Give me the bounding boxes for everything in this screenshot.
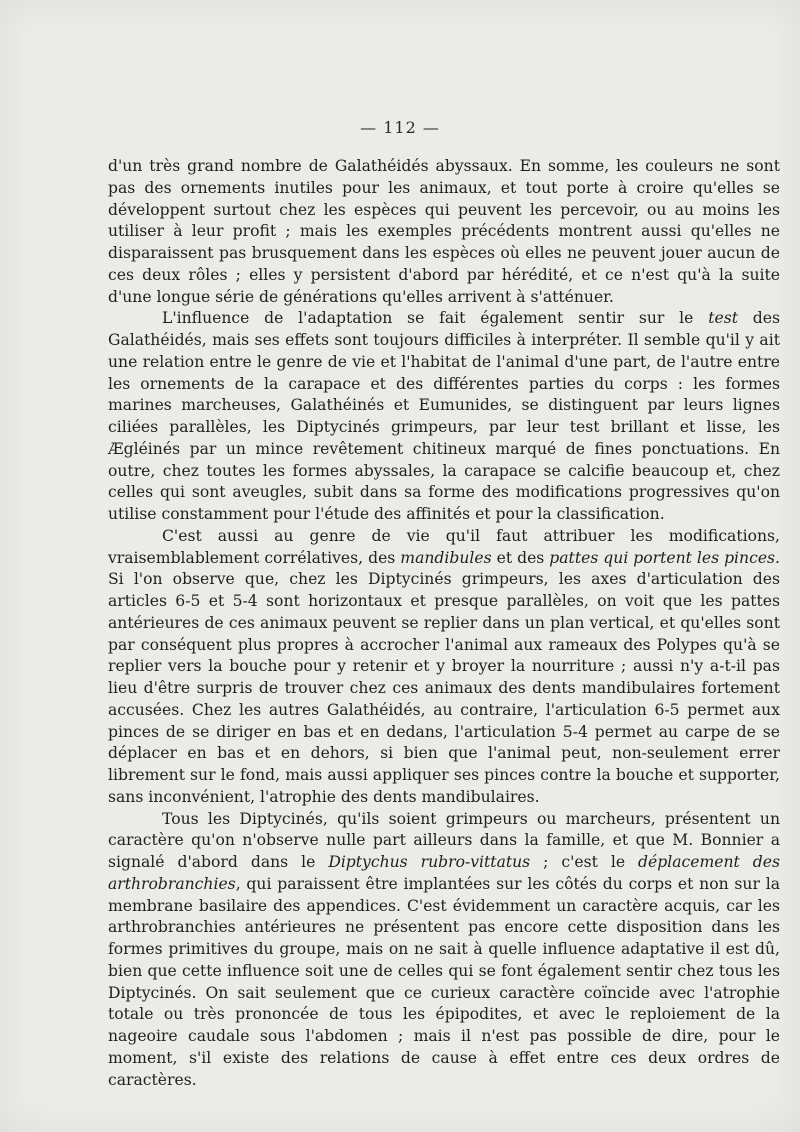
text-run: , qui paraissent être implantées sur les côtés du corps et non sur la membrane basilaire des appendices. C'est évidemment un caractère acquis, car les arthrobranchies antérieures ne présentent pas encore cette disposition dans les formes primitives du groupe, mais on ne sait à quelle influence adaptative il est dû, bien que cette influence soit une de celles qui se font également sentir chez tous les Diptycinés. On sait seulement que ce curieux caractère coïncide avec l'atrophie totale ou très prononcée de tous les épipodites, et avec le reploiement de la nageoire caudale sous l'abdomen ; mais il n'est pas possible de dire, pour le moment, s'il existe des relations de cause à effet entre ces deux ordres de caractères.: [108, 874, 780, 1089]
italic-text: déplacement des arthrobranchies: [108, 853, 780, 893]
text-run: et des: [491, 548, 550, 567]
text-run: Tous les Diptycinés, qu'ils soient grimpeurs ou marcheurs, présentent un caractère qu'on n'observe nulle part ailleurs dans la famille, et que M. Bonnier a signalé d'abord dans le: [108, 809, 780, 871]
text-run: L'influence de l'adaptation se fait également sentir sur le: [162, 309, 709, 328]
text-run: ; c'est le: [530, 853, 639, 871]
text-run: des Galathéidés, mais ses effets sont toujours difficiles à interpréter. Il semble qu'il y ait une relation entre le genre de vie et l'habitat de l'animal d'une part, de l'autre entre les ornements de la carapace et des différentes parties du corps : les formes marines marcheuses, Galathéinés et Eumunides, se distinguent par leurs lignes ciliées parallèles, les Diptycinés grimpeurs, par leur test brillant et lisse, les Ægléinés par un mince revêtement chitineux marqué de fines ponctuations. En outre, chez toutes les formes abyssales, la carapace se calcifie beaucoup et, chez celles qui sont aveugles, subit dans sa forme des modifications progressives qu'on utilise constamment pour l'étude des affinités et pour la classification.: [108, 309, 780, 523]
page-number: — 112 —: [360, 118, 440, 137]
italic-text: test: [708, 309, 738, 328]
paragraph: [108, 809, 780, 1092]
text-run: d'un très grand nombre de Galathéidés abyssaux. En somme, les couleurs ne sont pas des ornements inutiles pour les animaux, et tout porte à croire qu'elles se développent surtout chez les espèces qui peuvent les percevoir, ou au moins les utiliser à leur profit ; mais les exemples précédents montrent aussi qu'elles ne disparaissent pas brusquement dans les espèces où elles ne peuvent jouer aucun de ces deux rôles ; elles y persistent d'abord par hérédité, et ce n'est qu'à la suite d'une longue série de générations qu'elles arrivent à s'atténuer.: [108, 157, 780, 306]
body-text: [108, 156, 780, 1091]
paragraph: [108, 156, 780, 308]
italic-text: Diptychus rubro-vittatus: [328, 853, 531, 871]
text-run: Si l'on observe que, chez les Diptycinés grimpeurs, les axes d'articulation des articles 6-5 et 5-4 sont horizontaux et presque parallèles, on voit que les pattes antérieures de ces animaux peuvent se replier dans un plan vertical, et qu'elles sont par conséquent plus propres à accrocher l'animal aux rameaux des Polypes qu'à se replier vers la bouche pour y retenir et y broyer la nourriture ; aussi n'y a-t-il pas lieu d'être surpris de trouver chez ces animaux des dents mandibulaires fortement accusées. Chez les autres Galathéidés, au contraire, l'articulation 6-5 permet aux pinces de se diriger en bas et en dedans, l'articulation 5-4 permet au carpe de se déplacer en bas et en dehors, si bien que l'animal peut, non-seulement errer librement sur le fond, mais aussi appliquer ses pinces contre la bouche et supporter, sans inconvénient, l'atrophie des dents mandibulaires.: [108, 570, 780, 806]
paragraph: [108, 526, 780, 809]
italic-text: pattes qui portent les pinces.: [549, 548, 781, 567]
paragraph: [108, 308, 780, 526]
italic-text: mandibules: [400, 548, 492, 567]
text-run: C'est aussi au genre de vie qu'il faut attribuer les modifications, vraisemblablement corrélatives, des: [108, 526, 780, 567]
